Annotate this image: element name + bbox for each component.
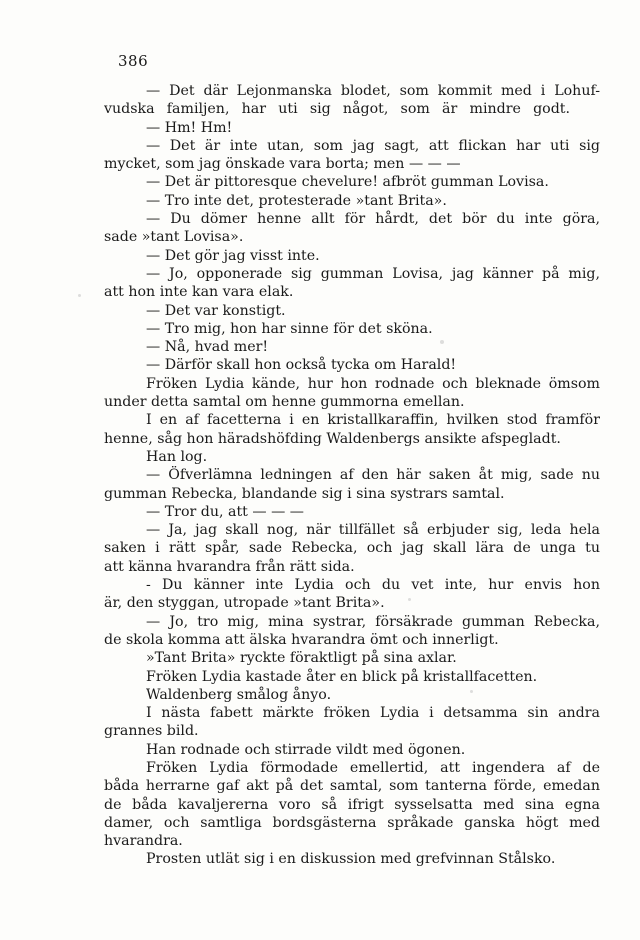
text-line: - Du känner inte Lydia och du vet inte, hur envis hon bbox=[146, 577, 600, 594]
body-text bbox=[104, 82, 600, 869]
text-line: Han log. bbox=[146, 448, 208, 465]
text-line: Waldenberg smålog ånyo. bbox=[146, 686, 332, 703]
text-line: de skola komma att älska hvarandra ömt och innerligt. bbox=[104, 631, 499, 648]
text-line: — Jo, tro mig, mina systrar, försäkrade gumman Rebecka, bbox=[146, 613, 600, 630]
text-line: — Det där Lejonmanska blodet, som kommit med i Lohuf- bbox=[146, 83, 600, 99]
text-line: gumman Rebecka, blandande sig i sina systrars samtal. bbox=[104, 485, 505, 502]
text-line: — Tro mig, hon har sinne för det sköna. bbox=[146, 320, 433, 337]
text-line: — Jo, opponerade sig gumman Lovisa, jag känner på mig, bbox=[146, 265, 600, 282]
text-line: — Hm! Hm! bbox=[146, 119, 233, 136]
text-line: — Tror du, att — — — bbox=[146, 503, 304, 520]
text-line: — Ja, jag skall nog, när tillfället så erbjuder sig, leda hela bbox=[146, 522, 600, 539]
text-line: — Nå, hvad mer! bbox=[146, 339, 269, 356]
text-line: »Tant Brita» ryckte föraktligt på sina axlar. bbox=[146, 650, 457, 667]
text-line: Prosten utlät sig i en diskussion med grefvinnan Stålsko. bbox=[146, 851, 556, 868]
paper-speck bbox=[470, 690, 473, 693]
text-line: I nästa fabett märkte fröken Lydia i detsamma sin andra bbox=[146, 705, 600, 722]
paper-speck bbox=[440, 340, 444, 344]
text-line: grannes bild. bbox=[104, 723, 199, 740]
text-line: är, den styggan, utropade »tant Brita». bbox=[104, 595, 385, 612]
text-line: — Det är pittoresque chevelure! afbröt gumman Lovisa. bbox=[146, 174, 549, 191]
text-line: mycket, som jag önskade vara borta; men — — — bbox=[104, 156, 461, 173]
text-line: att känna hvarandra från rätt sida. bbox=[104, 558, 355, 575]
text-line: hvarandra. bbox=[104, 833, 183, 850]
text-line: Fröken Lydia förmodade emellertid, att ingendera af de bbox=[146, 759, 600, 776]
text-line: de båda kavaljererna voro så ifrigt sysselsatta med sina egna bbox=[104, 796, 600, 813]
text-line: — Tro inte det, protesterade »tant Brita». bbox=[146, 192, 447, 209]
text-line: henne, såg hon häradshöfding Waldenbergs ansikte afspegladt. bbox=[104, 430, 561, 447]
text-line: — Därför skall hon också tycka om Harald! bbox=[146, 357, 457, 374]
text-line: att hon inte kan vara elak. bbox=[104, 284, 294, 301]
page-number: 386 bbox=[118, 52, 149, 70]
text-line: sade »tant Lovisa». bbox=[104, 229, 244, 246]
text-line: — Det är inte utan, som jag sagt, att flickan har uti sig bbox=[146, 137, 600, 154]
text-line: Han rodnade och stirrade vildt med ögonen. bbox=[146, 741, 466, 758]
paper-speck bbox=[408, 598, 411, 601]
text-line: — Du dömer henne allt för hårdt, det bör du inte göra, bbox=[146, 211, 600, 228]
text-line: Fröken Lydia kastade åter en blick på kristallfacetten. bbox=[146, 668, 538, 685]
text-line: vudska familjen, har uti sig något, som är mindre godt. bbox=[104, 101, 570, 118]
text-line: — Öfverlämna ledningen af den här saken åt mig, sade nu bbox=[146, 467, 600, 484]
text-line: Fröken Lydia kände, hur hon rodnade och bleknade ömsom bbox=[146, 375, 600, 392]
text-line: under detta samtal om henne gummorna emellan. bbox=[104, 394, 465, 411]
text-line: damer, och samtliga bordsgästerna språkade ganska högt med bbox=[104, 814, 600, 831]
text-line: båda herrarne gaf akt på det samtal, som tanterna förde, emedan bbox=[104, 778, 600, 795]
text-line: I en af facetterna i en kristallkaraffin, hvilken stod framför bbox=[146, 412, 600, 429]
text-line: saken i rätt spår, sade Rebecka, och jag skall lära de unga tu bbox=[104, 540, 600, 557]
paper-speck bbox=[78, 294, 81, 297]
text-line: — Det var konstigt. bbox=[146, 302, 286, 319]
text-line: — Det gör jag visst inte. bbox=[146, 247, 320, 264]
